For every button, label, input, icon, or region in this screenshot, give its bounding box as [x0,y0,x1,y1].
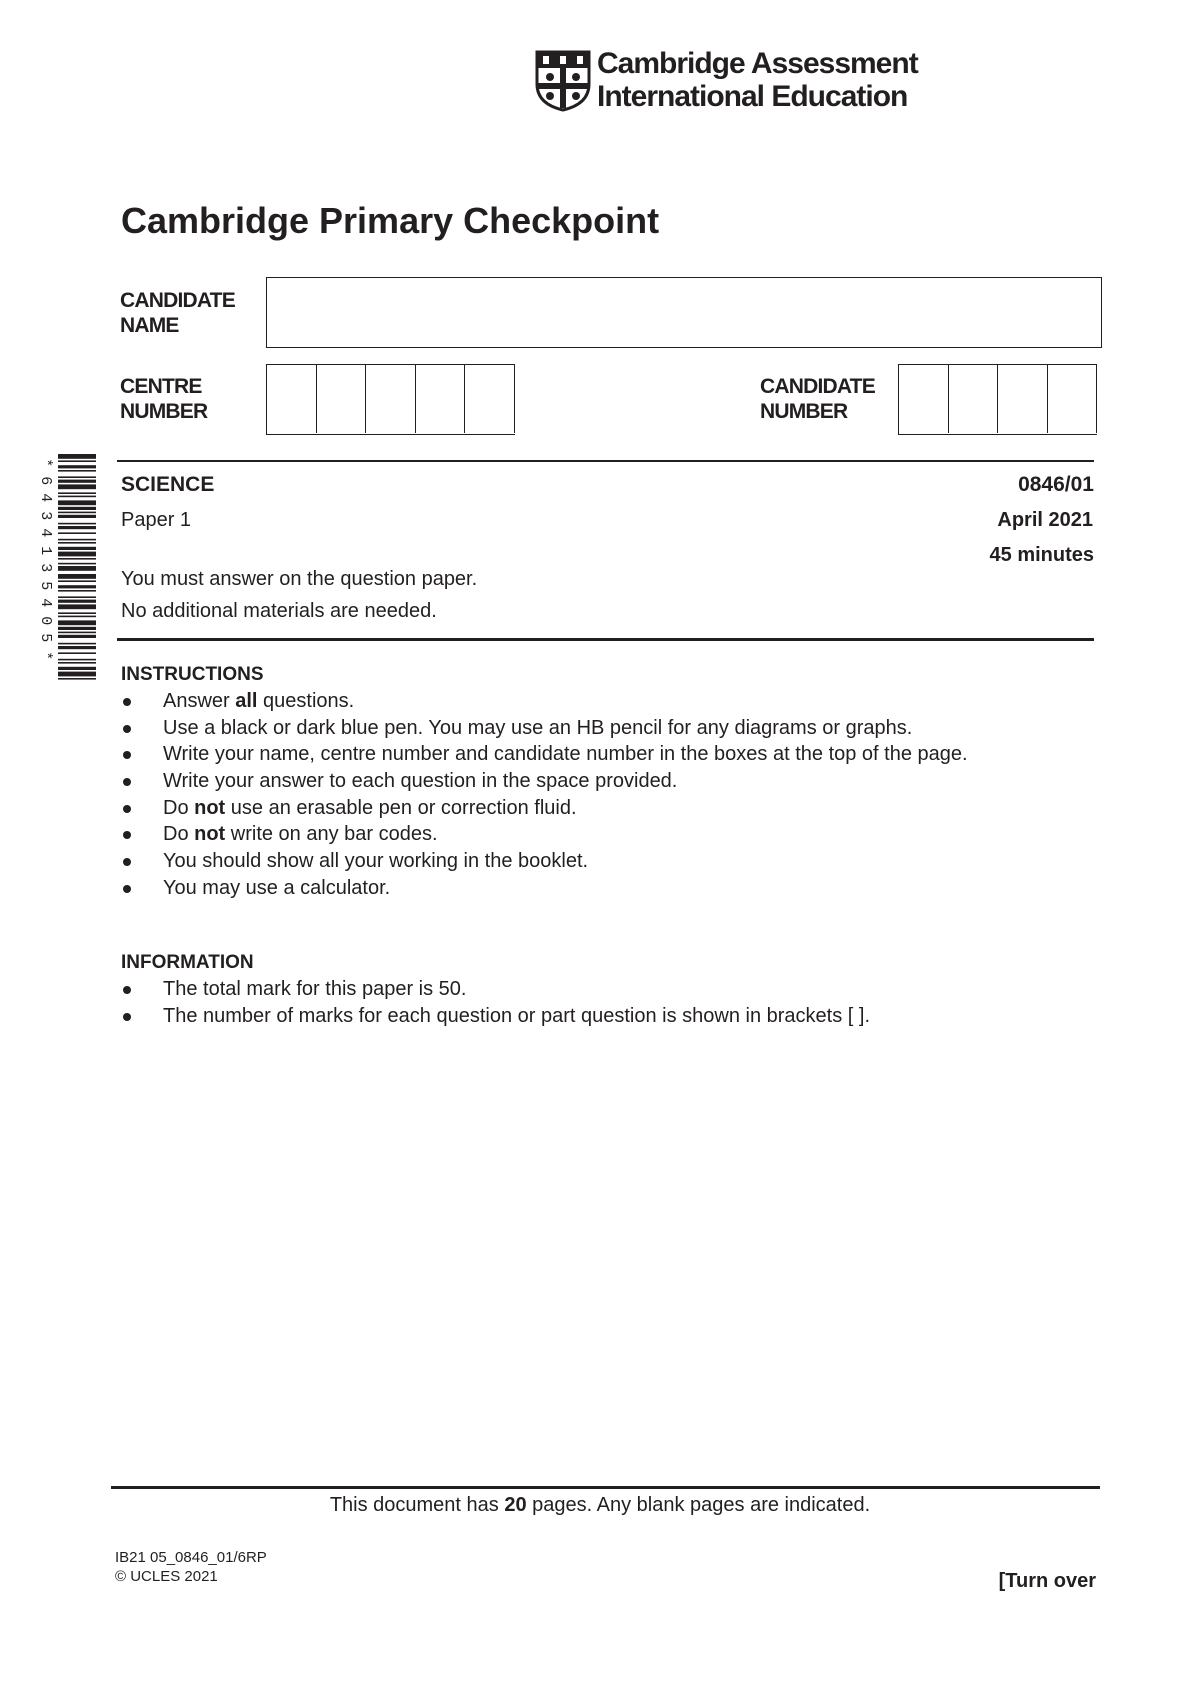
centre-number-cell[interactable] [416,365,466,433]
divider [117,460,1094,462]
barcode-digit: 5 [36,633,54,643]
instructions-heading: INSTRUCTIONS [121,664,264,685]
document-reference: IB21 05_0846_01/6RP © UCLES 2021 [115,1549,267,1585]
barcode-digit: 6 [36,475,54,485]
information-list [121,976,870,1029]
list-item [121,848,968,875]
page-count: 20 [504,1494,527,1516]
divider [117,638,1094,641]
instruction-text: You should show all your working in the booklet. [163,850,589,873]
note-materials: No additional materials are needed. [121,600,437,622]
barcode-bars-icon [58,454,96,682]
instruction-text: questions. [257,690,355,712]
paper-code: 0846/01 [1018,473,1094,496]
barcode-digits [36,454,54,682]
candidate-number-label: CANDIDATE NUMBER [760,375,875,423]
candidate-number-cell[interactable] [1048,365,1098,433]
candidate-number-field[interactable] [898,364,1097,435]
candidate-number-cell[interactable] [998,365,1048,433]
candidate-number-cell[interactable] [949,365,999,433]
list-item [121,875,968,902]
centre-number-field[interactable] [266,364,515,435]
exam-duration: 45 minutes [989,544,1094,566]
paper-number: Paper 1 [121,509,192,531]
centre-number-cell[interactable] [317,365,367,433]
note-answer-on-paper: You must answer on the question paper. [121,568,478,590]
instructions-list [121,688,968,902]
list-item: The total mark for this paper is 50. [121,976,870,1003]
turn-over-label: [Turn over [998,1570,1096,1592]
barcode-digit: 4 [36,528,54,538]
instruction-emphasis: all [235,690,258,712]
instruction-text: Do [163,823,195,846]
instruction-emphasis: not [194,823,226,846]
centre-number-cell[interactable] [267,365,317,433]
list-item [121,795,968,822]
centre-number-cell[interactable] [366,365,416,433]
list-item [121,715,968,742]
logo-line-2: International Education [597,80,908,113]
barcode-digit: 5 [36,580,54,590]
instruction-text: Write your answer to each question in the space provided. [163,770,678,793]
barcode-digit: 3 [36,510,54,520]
exam-date: April 2021 [997,509,1093,531]
list-item [121,768,968,795]
footer-text: pages. Any blank pages are indicated. [526,1494,871,1516]
barcode-digit: 1 [36,545,54,555]
centre-number-label: CENTRE NUMBER [120,375,208,423]
centre-number-cell[interactable] [465,365,515,433]
instruction-text: use an erasable pen or correction fluid. [225,796,577,819]
footer-text: This document has [329,1494,505,1516]
divider [111,1486,1100,1489]
instruction-text: Answer [163,690,236,712]
cambridge-logo [535,47,918,116]
instruction-text: Write your name, centre number and candidate number in the boxes at the top of the page. [163,743,968,766]
barcode-digit: * [36,650,54,660]
cambridge-crest-icon [535,50,591,112]
page-count-note [0,1494,1200,1517]
list-item [121,741,968,768]
instruction-text: You may use a calculator. [163,876,391,899]
list-item: The number of marks for each question or part question is shown in brackets [ ]. [121,1003,870,1030]
barcode-digit: 4 [36,493,54,503]
candidate-name-label: CANDIDATE NAME [120,289,235,337]
list-item [121,821,968,848]
list-item [121,688,968,715]
barcode-digit: * [36,458,54,468]
barcode-digit: 0 [36,615,54,625]
instruction-text: Use a black or dark blue pen. You may use an HB pencil for any diagrams or graphs. [163,716,913,739]
page-title: Cambridge Primary Checkpoint [121,200,660,241]
subject: SCIENCE [121,473,215,496]
candidate-number-cell[interactable] [899,365,949,433]
barcode-digit: 3 [36,563,54,573]
logo-line-1: Cambridge Assessment [597,47,918,80]
barcode-digit: 4 [36,598,54,608]
instruction-emphasis: not [194,796,226,819]
instruction-text: write on any bar codes. [225,823,438,846]
candidate-name-field[interactable] [266,277,1102,348]
information-heading: INFORMATION [121,952,254,973]
barcode [36,454,98,682]
instruction-text: Do [163,796,195,819]
